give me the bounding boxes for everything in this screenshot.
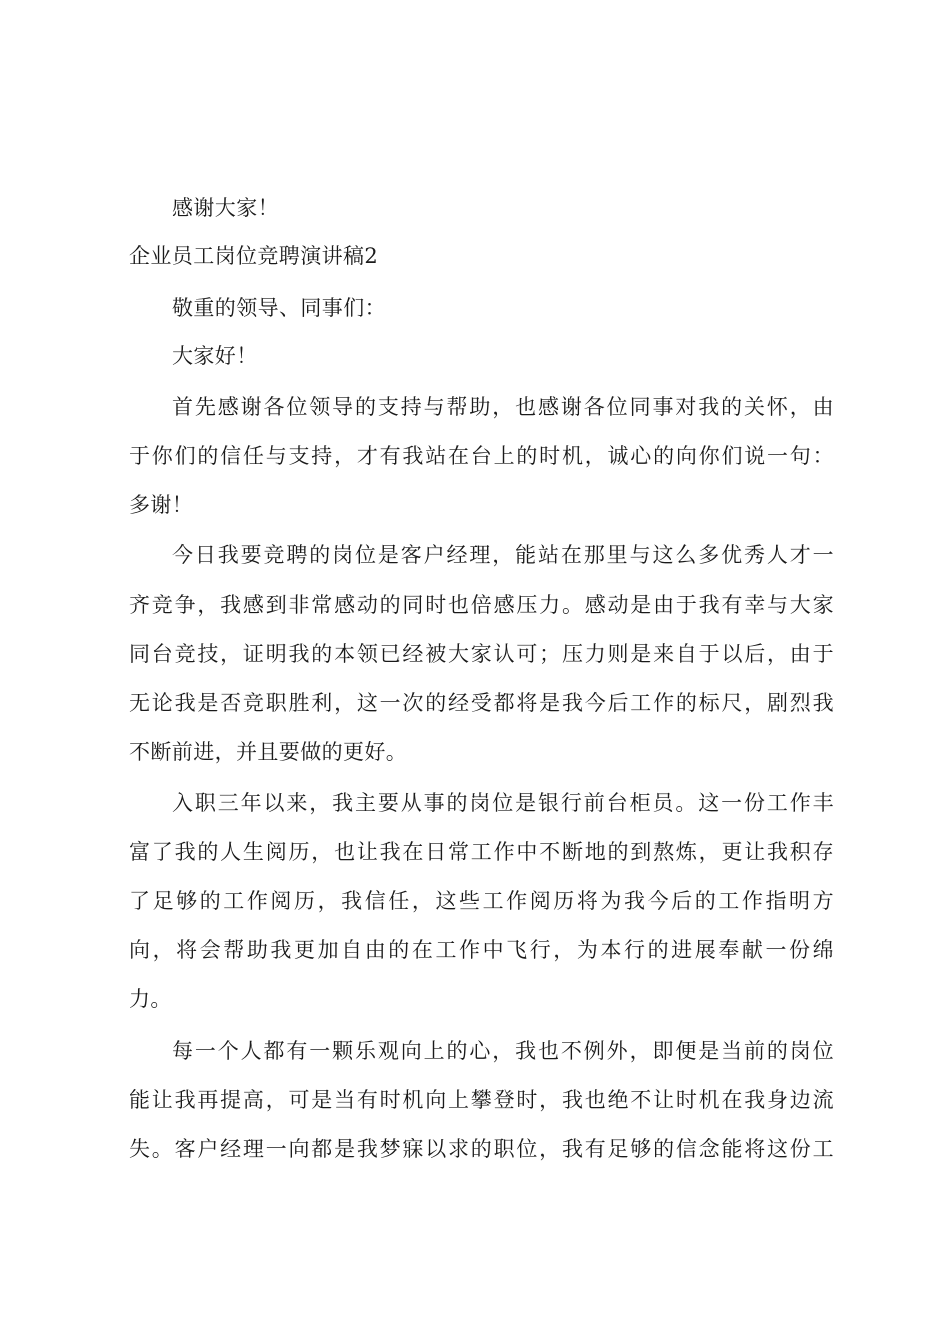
paragraph-3-line-4: 向，将会帮助我更加自由的在工作中飞行，为本行的进展奉献一份绵 <box>129 938 834 962</box>
greeting: 大家好！ <box>172 344 258 368</box>
paragraph-1-line-2: 于你们的信任与支持，才有我站在台上的时机，诚心的向你们说一句： <box>129 444 834 468</box>
paragraph-2-line-3: 同台竞技，证明我的本领已经被大家认可；压力则是来自于以后，由于 <box>129 642 834 666</box>
paragraph-2-line-1: 今日我要竞聘的岗位是客户经理，能站在那里与这么多优秀人才一 <box>172 543 834 567</box>
paragraph-2-line-4: 无论我是否竞职胜利，这一次的经受都将是我今后工作的标尺，剧烈我 <box>129 691 834 715</box>
paragraph-2-line-2: 齐竞争，我感到非常感动的同时也倍感压力。感动是由于我有幸与大家 <box>129 593 834 617</box>
paragraph-3-line-5: 力。 <box>129 987 172 1011</box>
paragraph-4-line-1: 每一个人都有一颗乐观向上的心，我也不例外，即便是当前的岗位 <box>172 1039 834 1063</box>
paragraph-2-line-5: 不断前进，并且要做的更好。 <box>129 740 408 764</box>
paragraph-3-line-3: 了足够的工作阅历，我信任，这些工作阅历将为我今后的工作指明方 <box>129 889 834 913</box>
paragraph-1-line-3: 多谢！ <box>129 493 194 517</box>
paragraph-3-line-2: 富了我的人生阅历，也让我在日常工作中不断地的到熬炼，更让我积存 <box>129 840 834 864</box>
paragraph-3-line-1: 入职三年以来，我主要从事的岗位是银行前台柜员。这一份工作丰 <box>172 791 834 815</box>
salutation: 敬重的领导、同事们： <box>172 296 386 320</box>
closing-line: 感谢大家！ <box>172 196 279 220</box>
paragraph-4-line-2: 能让我再提高，可是当有时机向上攀登时，我也绝不让时机在我身边流 <box>129 1088 834 1112</box>
paragraph-4-line-3: 失。客户经理一向都是我梦寐以求的职位，我有足够的信念能将这份工 <box>129 1137 834 1161</box>
document-title: 企业员工岗位竞聘演讲稿2 <box>129 244 379 268</box>
paragraph-1-line-1: 首先感谢各位领导的支持与帮助，也感谢各位同事对我的关怀，由 <box>172 395 834 419</box>
